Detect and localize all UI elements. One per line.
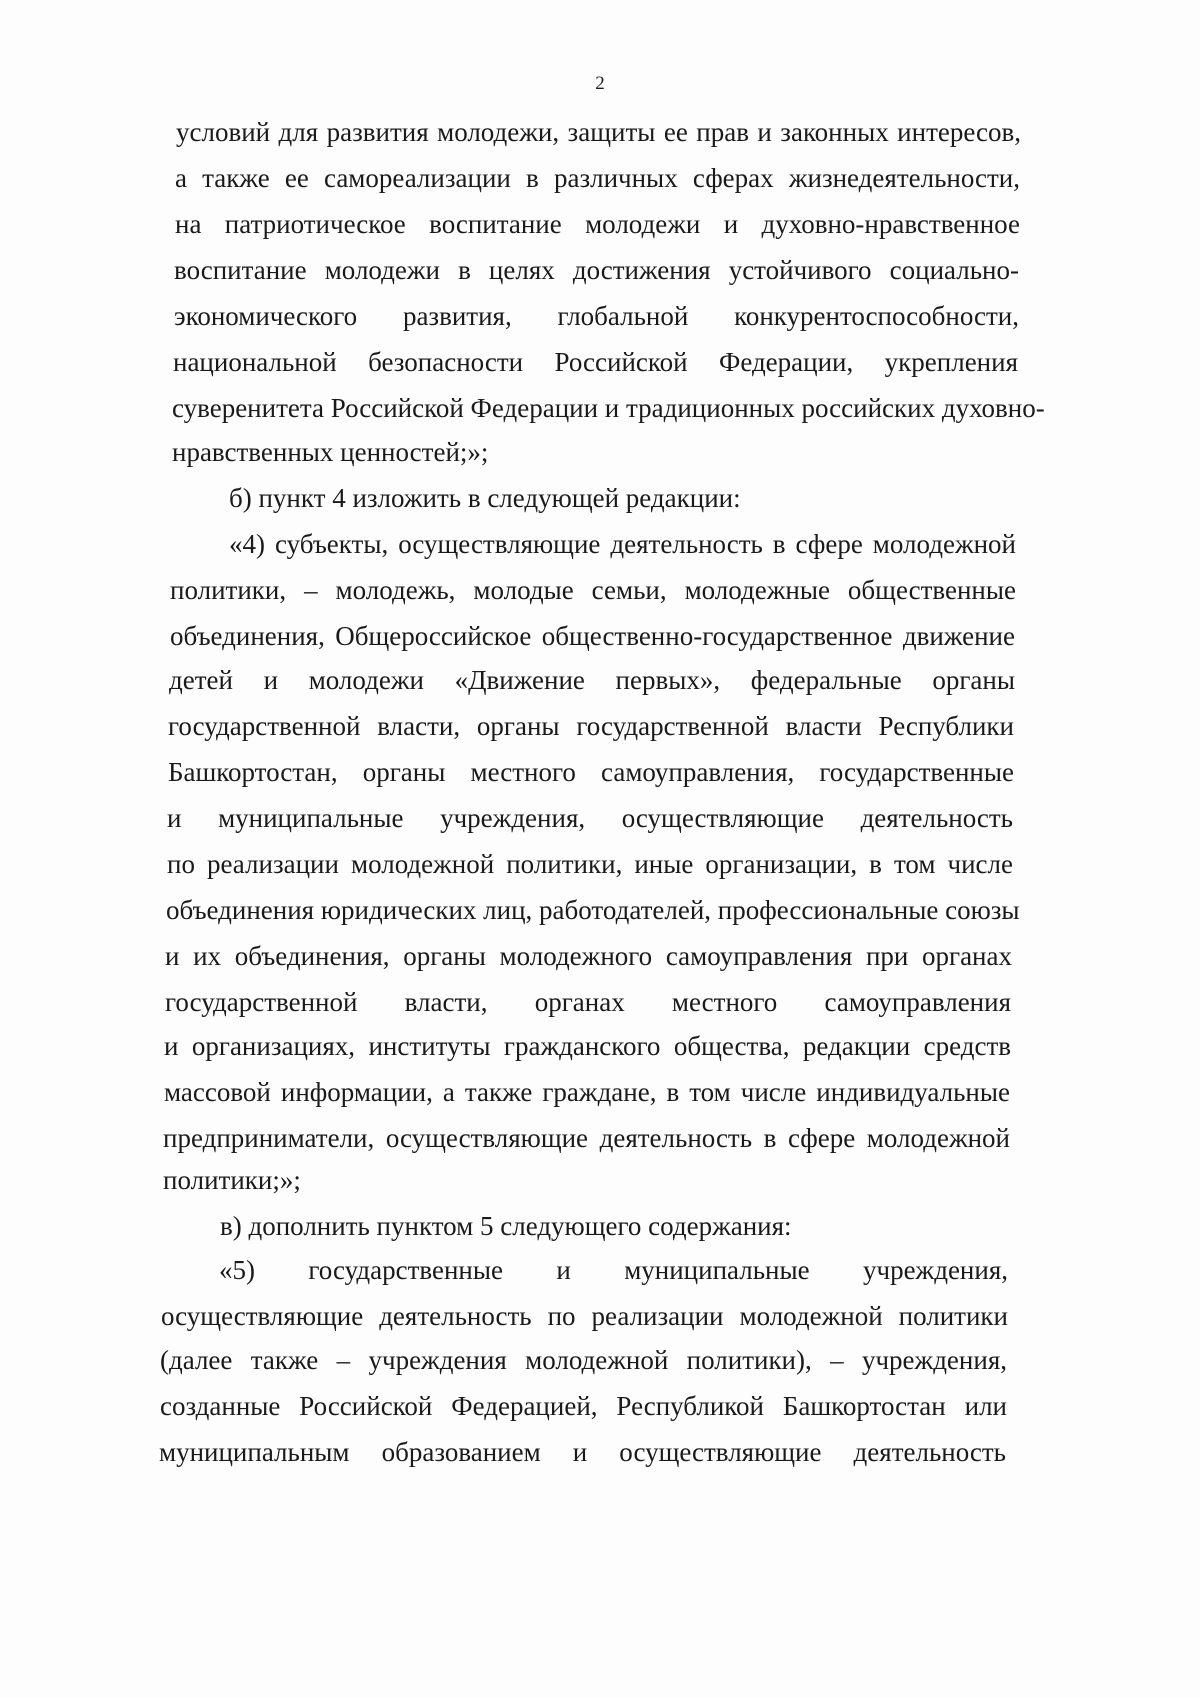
text-line: Башкортостан, органы местного самоуправления, государственные [168, 757, 1014, 787]
text-line: по реализации молодежной политики, иные организации, в том числе [167, 849, 1013, 879]
text-line: государственной власти, органах местного самоуправления [165, 987, 1011, 1017]
text-line: осуществляющие деятельность по реализации молодежной политики [161, 1301, 1008, 1331]
text-line: объединения, Общероссийское общественно-государственное движение [170, 621, 1015, 651]
text-line: объединения юридических лиц, работодателей, профессиональные союзы [166, 895, 1020, 925]
text-line: «4) субъекты, осуществляющие деятельность в сфере молодежной [229, 529, 1016, 559]
text-line: а также ее самореализации в различных сферах жизнедеятельности, [175, 163, 1020, 193]
text-line: «5) государственные и муниципальные учреждения, [219, 1255, 1008, 1285]
text-line: воспитание молодежи в целях достижения устойчивого социально- [174, 255, 1019, 285]
text-line: (далее также – учреждения молодежной политики), – учреждения, [160, 1345, 1007, 1375]
text-line: массовой информации, а также граждане, в том числе индивидуальные [164, 1077, 1010, 1107]
page-number: 2 [595, 73, 605, 94]
text-line: и их объединения, органы молодежного самоуправления при органах [165, 941, 1012, 971]
text-line: национальной безопасности Российской Федерации, укрепления [173, 347, 1018, 377]
text-line: политики, – молодежь, молодые семьи, молодежные общественные [170, 575, 1016, 605]
text-line: муниципальным образованием и осуществляющие деятельность [159, 1437, 1006, 1467]
text-line: предприниматели, осуществляющие деятельность в сфере молодежной [163, 1123, 1010, 1153]
text-line: в) дополнить пунктом 5 следующего содержания: [220, 1211, 792, 1241]
text-line: экономического развития, глобальной конкурентоспособности, [174, 301, 1019, 331]
text-line: государственной власти, органы государственной власти Республики [168, 711, 1014, 741]
text-line: и организациях, институты гражданского общества, редакции средств [164, 1031, 1011, 1061]
text-line: суверенитета Российской Федерации и традиционных российских духовно- [172, 393, 1045, 423]
text-line: б) пункт 4 изложить в следующей редакции: [229, 483, 741, 513]
text-line: политики;»; [163, 1165, 301, 1195]
text-line: и муниципальные учреждения, осуществляющие деятельность [167, 803, 1013, 833]
text-line: созданные Российской Федерацией, Республикой Башкортостан или [160, 1391, 1007, 1421]
text-line: детей и молодежи «Движение первых», федеральные органы [169, 665, 1015, 695]
text-line: условий для развития молодежи, защиты ее прав и законных интересов, [176, 117, 1021, 147]
text-line: на патриотическое воспитание молодежи и духовно-нравственное [175, 209, 1020, 239]
text-line: нравственных ценностей;»; [172, 437, 489, 467]
